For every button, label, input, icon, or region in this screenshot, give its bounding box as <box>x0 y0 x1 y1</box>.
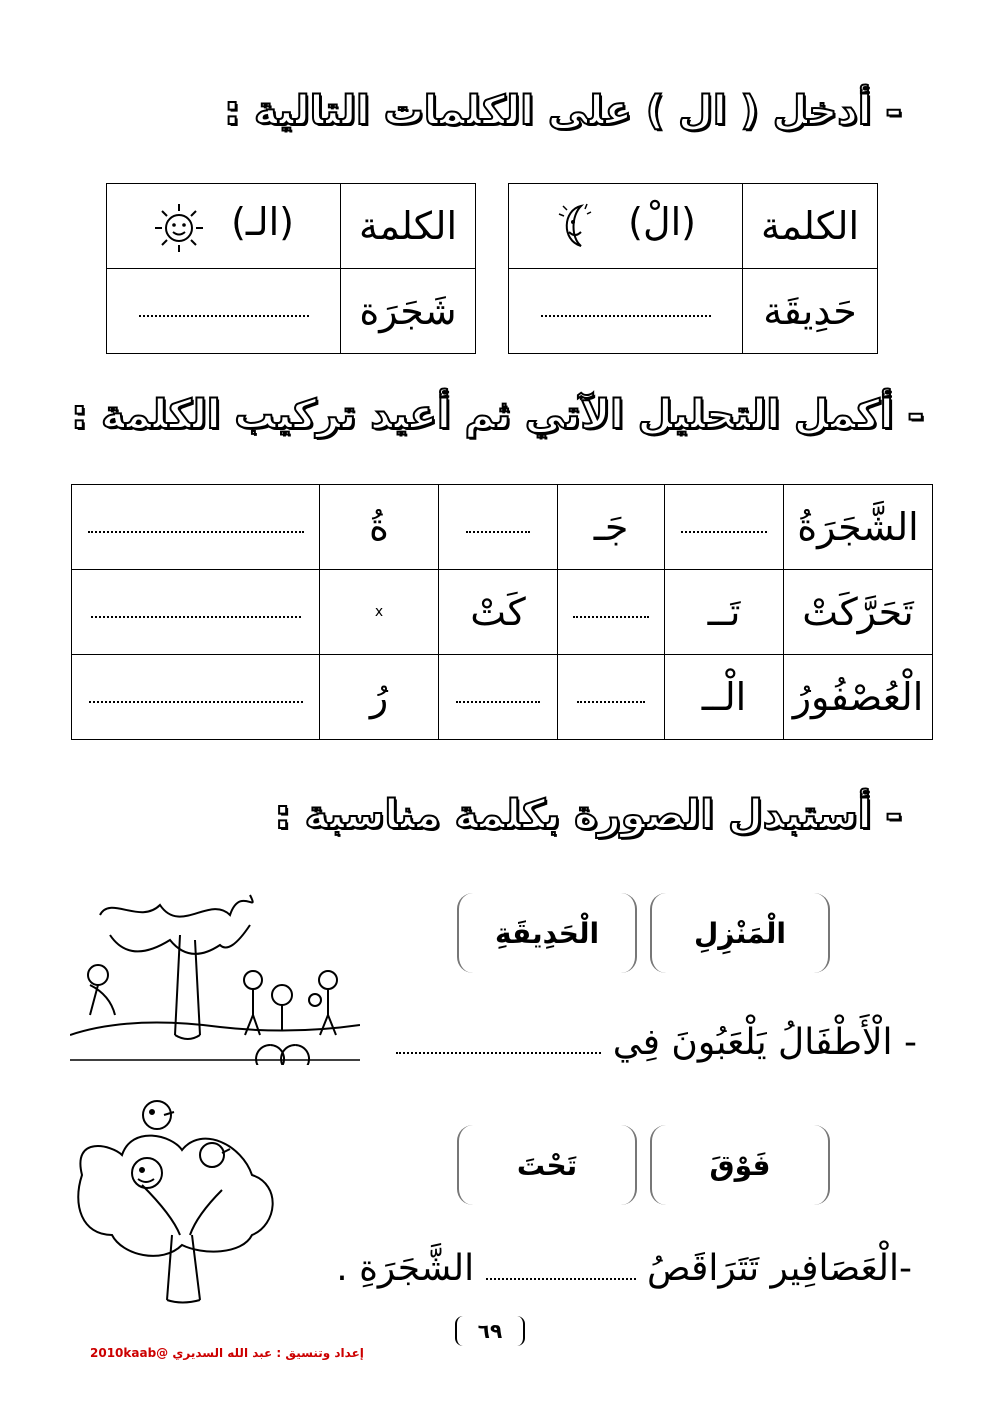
header-al: (الـ) <box>231 200 294 244</box>
choice-manzil[interactable]: الْمَنْزِلِ <box>650 893 830 973</box>
analysis-answer[interactable] <box>72 655 320 740</box>
analysis-cell-x: x <box>320 570 439 655</box>
table-row <box>72 570 933 655</box>
footer-credit: إعداد وتنسيق : عبد الله السديري @2010kaab <box>90 1346 364 1360</box>
analysis-cell[interactable] <box>558 655 665 740</box>
children-playing-picture <box>70 885 360 1065</box>
sentence-1-text: - الْأَطْفَالُ يَلْعَبُونَ فِي <box>612 1022 917 1063</box>
table-row <box>72 485 933 570</box>
section3-title: - أستبدل الصورة بكلمة مناسبة : <box>274 792 902 838</box>
sentence-1 <box>396 1022 917 1063</box>
analysis-cell[interactable] <box>558 570 665 655</box>
analysis-word: الْعُصْفُورُ <box>784 655 933 740</box>
analysis-word: تَحَرَّكَتْ <box>784 570 933 655</box>
analysis-cell: رُ <box>320 655 439 740</box>
analysis-cell: جَـ <box>558 485 665 570</box>
birds-tree-picture <box>72 1095 292 1305</box>
analysis-cell[interactable] <box>439 485 558 570</box>
answer-shajara[interactable] <box>107 269 341 354</box>
section2-title: - أكمل التحليل الآتي ثم أعيد تركيب الكلمة : <box>71 392 924 438</box>
analysis-cell: تَــ <box>665 570 784 655</box>
table-row <box>72 655 933 740</box>
sun-icon <box>153 202 205 254</box>
sentence-2 <box>336 1248 912 1289</box>
sentence-1-blank[interactable] <box>396 1028 601 1054</box>
word-hadiqa: حَدِيقَة <box>743 269 878 354</box>
header-word: الكلمة <box>743 184 878 269</box>
choice-hadiqa[interactable]: الْحَدِيقَةِ <box>457 893 637 973</box>
sentence-2-end: الشَّجَرَةِ . <box>336 1248 475 1289</box>
page-number: ٦٩ <box>455 1316 525 1346</box>
analysis-cell: الْــ <box>665 655 784 740</box>
analysis-answer[interactable] <box>72 570 320 655</box>
analysis-answer[interactable] <box>72 485 320 570</box>
table-add-al-left <box>106 183 476 354</box>
choice-fawq[interactable]: فَوْقَ <box>650 1125 830 1205</box>
analysis-cell[interactable] <box>665 485 784 570</box>
section1-title: - أدخل ( ال ) على الكلمات التالية : <box>224 88 902 134</box>
analysis-table <box>71 484 933 740</box>
analysis-cell: كَتْ <box>439 570 558 655</box>
table-add-al-right <box>508 183 878 354</box>
header-al: (الْ) <box>628 200 696 244</box>
header-word: الكلمة <box>341 184 476 269</box>
moon-icon <box>551 198 601 254</box>
analysis-word: الشَّجَرَةُ <box>784 485 933 570</box>
word-shajara: شَجَرَة <box>341 269 476 354</box>
sentence-2-blank[interactable] <box>486 1254 636 1280</box>
analysis-cell: ةُ <box>320 485 439 570</box>
sentence-2-start: -الْعَصَافِير تَتَرَاقَصُ <box>647 1248 912 1289</box>
analysis-cell[interactable] <box>439 655 558 740</box>
choice-taht[interactable]: تَحْتَ <box>457 1125 637 1205</box>
answer-hadiqa[interactable] <box>509 269 743 354</box>
